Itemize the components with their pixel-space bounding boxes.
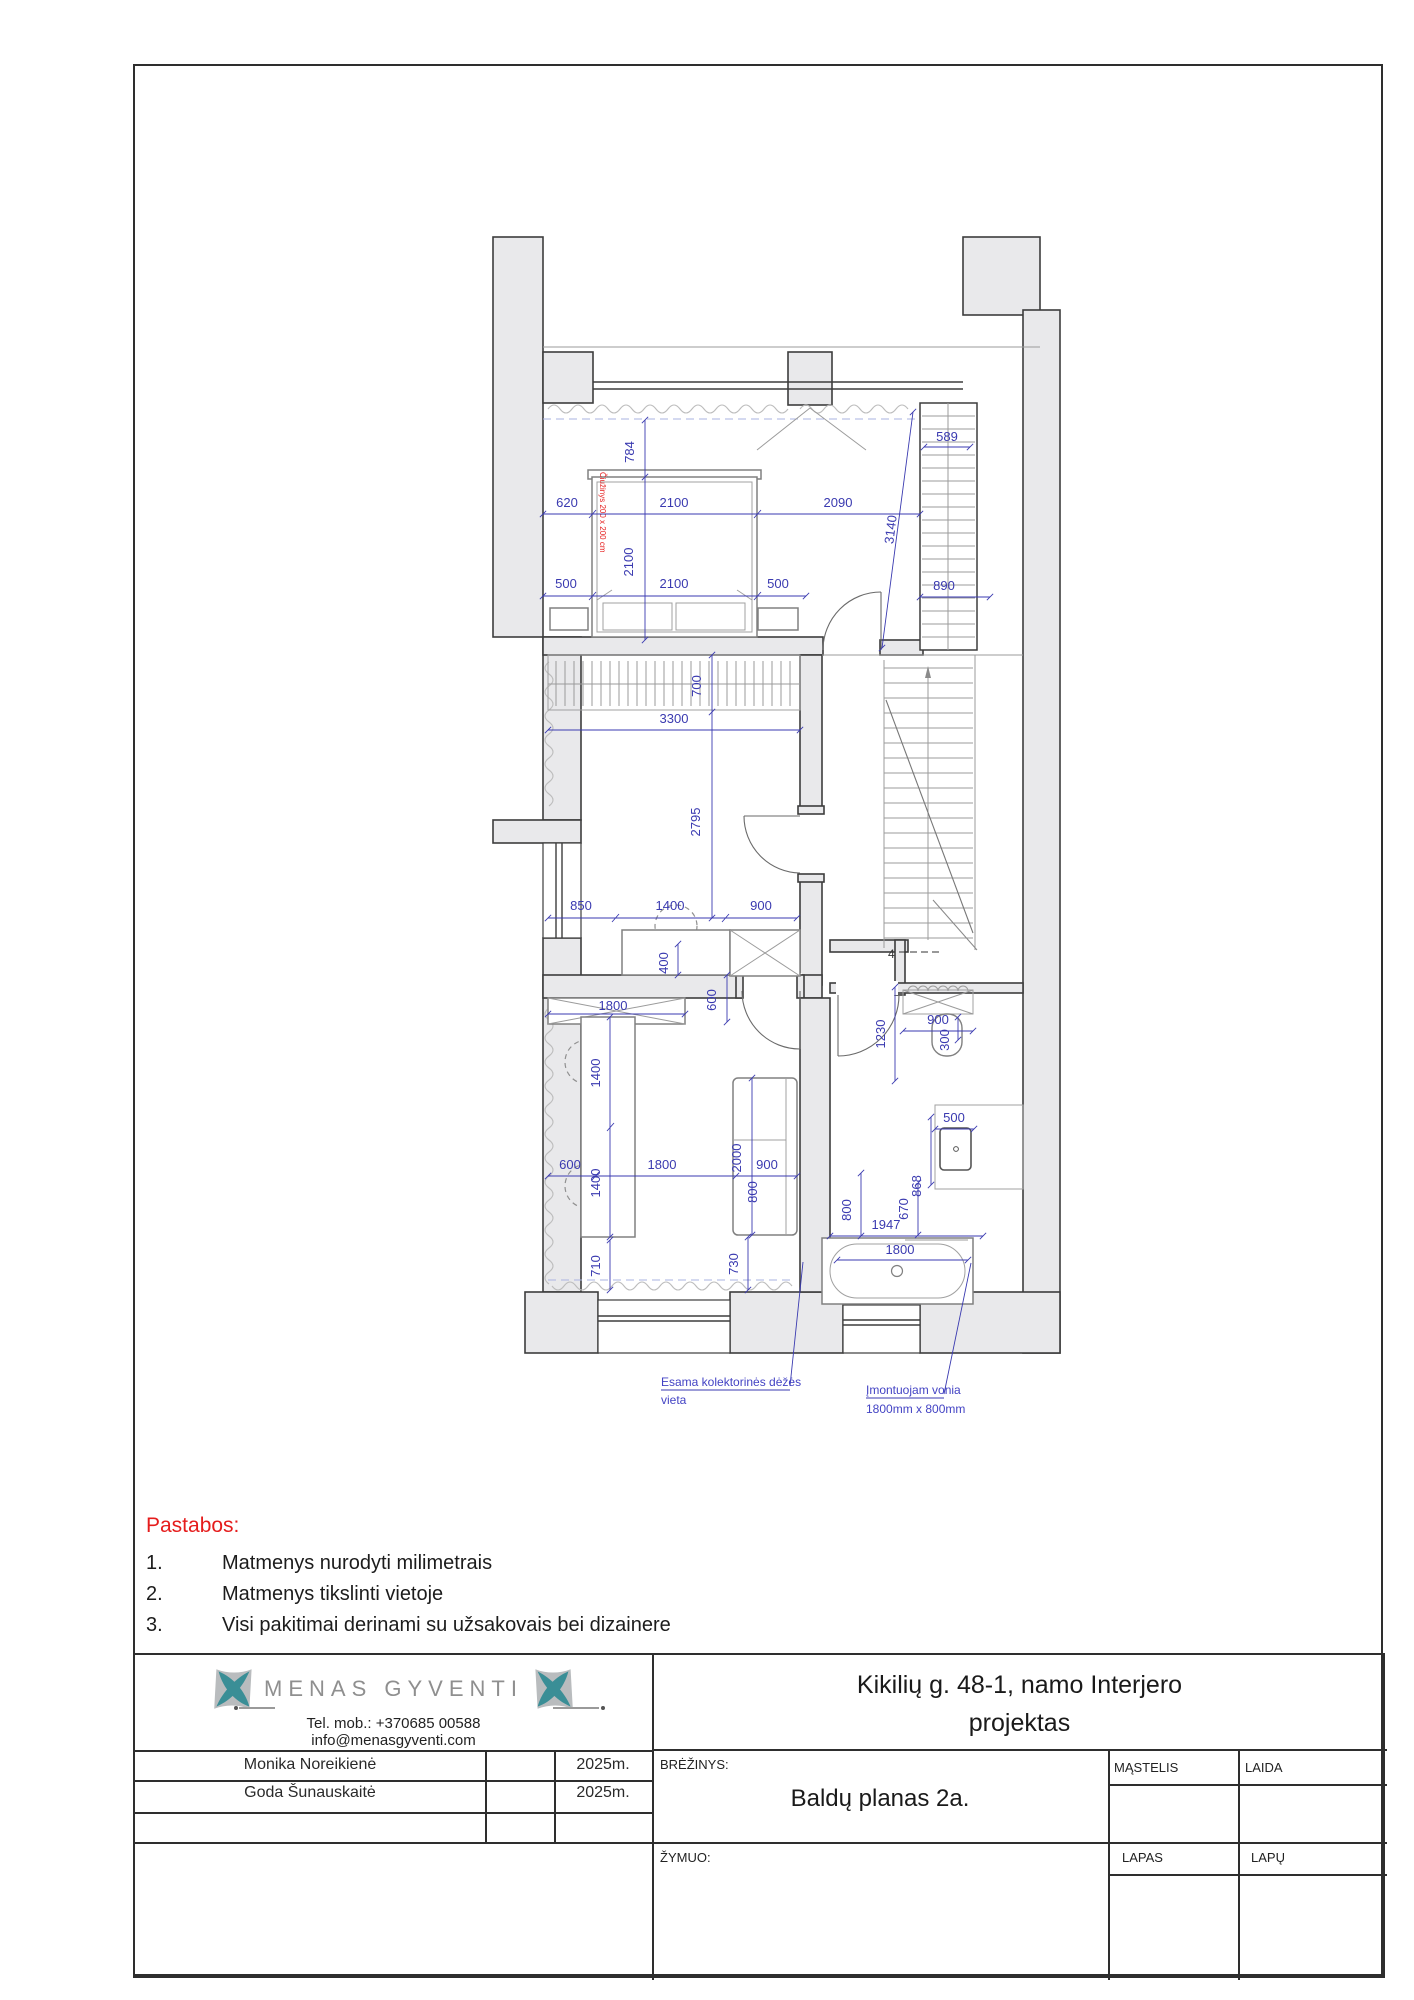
note-number: 2. [146, 1583, 163, 1605]
closet-desk [622, 930, 730, 975]
dim-label: 800 [839, 1199, 854, 1221]
dim-label: 1947 [871, 1217, 901, 1232]
sheets-label: LAPŲ [1251, 1850, 1285, 1865]
dim-label: 710 [588, 1255, 603, 1277]
nightstand-left [550, 608, 588, 630]
entry-swing-mark [757, 408, 866, 450]
company-email: info@menasgyventi.com [311, 1732, 476, 1749]
person-year: 2025m. [576, 1756, 630, 1773]
note-text: Matmenys tikslinti vietoje [222, 1583, 444, 1605]
note-number: 3. [146, 1614, 163, 1636]
dim-label: 500 [767, 576, 789, 591]
sheet-label: LAPAS [1122, 1850, 1163, 1865]
dim-label: 500 [555, 576, 577, 591]
dim-label: 700 [689, 675, 704, 697]
closet-door-opening [798, 813, 824, 875]
collector-note-line1: Esama kolektorinės dėžės [661, 1375, 802, 1389]
logo-underline [239, 1707, 275, 1709]
scale-label: MĄSTELIS [1114, 1760, 1179, 1775]
bathtub-note-line1: Įmontuojam vonia [866, 1383, 961, 1397]
bathroom-door-arc [838, 995, 899, 1056]
dim-label: 850 [570, 898, 592, 913]
project-title-line1: Kikilių g. 48-1, namo Interjero [856, 1671, 1183, 1699]
stairs-lower [884, 655, 975, 950]
collector-note-line2: vieta [661, 1393, 687, 1407]
dim-label: 3300 [659, 711, 689, 726]
dim-label: 2090 [823, 495, 853, 510]
dim-label: 890 [933, 578, 955, 593]
note-item [146, 1548, 1046, 1579]
title-block [133, 1653, 1385, 1978]
dim-label: 1400 [655, 898, 685, 913]
logo-dot [601, 1706, 605, 1710]
logo-emblem-left [212, 1666, 256, 1712]
divider [135, 1780, 652, 1782]
washbasin [940, 1128, 971, 1170]
note-text: Visi pakitimai derinami su užsakovais bei dizainere [222, 1614, 671, 1636]
dim-label: 600 [559, 1157, 581, 1172]
drawing-label: BRĖŽINYS: [660, 1757, 729, 1772]
dim-label: 1400 [588, 1168, 603, 1198]
closet-door-arc [744, 816, 800, 873]
dim-label: 600 [704, 989, 719, 1011]
company-phone: Tel. mob.: +370685 00588 [306, 1715, 481, 1732]
company-name: MENAS GYVENTI [264, 1676, 523, 1701]
dim-label: 2795 [688, 807, 703, 837]
dim-label: 2100 [659, 495, 689, 510]
dim-label: 2100 [659, 576, 689, 591]
dim-label: 589 [936, 429, 958, 444]
office-door-opening [742, 973, 802, 1000]
bathtub-note-line2: 1800mm x 800mm [866, 1402, 966, 1416]
wardrobe [548, 655, 800, 710]
logo-emblem-right [531, 1666, 575, 1712]
dim-label: 3140 [881, 514, 900, 545]
mark-label: ŽYMUO: [660, 1850, 711, 1865]
dim-label: 670 [896, 1198, 911, 1220]
project-title-line2: projektas [968, 1709, 1071, 1737]
note-item [146, 1610, 1046, 1641]
divider [652, 1655, 654, 1980]
bathroom-fixtures [822, 986, 1023, 1304]
dim-label: 2100 [621, 547, 636, 577]
notes-title: Pastabos: [146, 1514, 240, 1537]
dim-label: 500 [943, 1110, 965, 1125]
dim-label: 1400 [588, 1058, 603, 1088]
mattress-label: Čiužinys 200 x 200 cm [598, 472, 607, 553]
dim-label: 900 [927, 1012, 949, 1027]
dim-label: 2000 [729, 1143, 744, 1173]
person-name: Goda Šunauskaitė [244, 1784, 376, 1801]
divider [135, 1812, 652, 1814]
dim-label: 800 [745, 1181, 760, 1203]
note-item [146, 1579, 1046, 1610]
divider [135, 1842, 1387, 1844]
revision-label: LAIDA [1245, 1760, 1283, 1775]
dim-label: 1800 [598, 998, 628, 1013]
logo-dot [234, 1706, 238, 1710]
dim-label: 1800 [885, 1242, 915, 1257]
dim-label: 1800 [647, 1157, 677, 1172]
note-text: Matmenys nurodyti milimetrais [222, 1552, 493, 1574]
dim-label: 620 [556, 495, 578, 510]
notes-section [146, 1514, 1046, 1641]
dim-label: 868 [909, 1175, 924, 1197]
section-marker-label: 4 [888, 947, 895, 961]
divider [1108, 1784, 1387, 1786]
bedroom-door-arc [823, 592, 881, 650]
note-number: 1. [146, 1552, 163, 1574]
divider [135, 1750, 652, 1752]
person-year: 2025m. [576, 1784, 630, 1801]
divider [485, 1750, 487, 1842]
floor-plan-svg [480, 230, 1080, 1430]
dim-label: 784 [622, 441, 637, 463]
divider [1108, 1874, 1387, 1876]
drawing-title: Baldų planas 2a. [790, 1785, 970, 1812]
bath-door-opening [836, 981, 898, 995]
divider [652, 1749, 1387, 1751]
nightstand-right [758, 608, 798, 630]
dim-label: 300 [937, 1029, 952, 1051]
person-name: Monika Noreikienė [243, 1756, 377, 1773]
bath-window [843, 1305, 920, 1353]
dim-label: 900 [756, 1157, 778, 1172]
dim-label: 730 [726, 1253, 741, 1275]
dim-label: 400 [656, 952, 671, 974]
office-desk [581, 1017, 635, 1237]
logo-underline [553, 1707, 599, 1709]
office-window [598, 1300, 730, 1353]
dim-label: 1230 [873, 1019, 888, 1049]
dim-label: 900 [750, 898, 772, 913]
